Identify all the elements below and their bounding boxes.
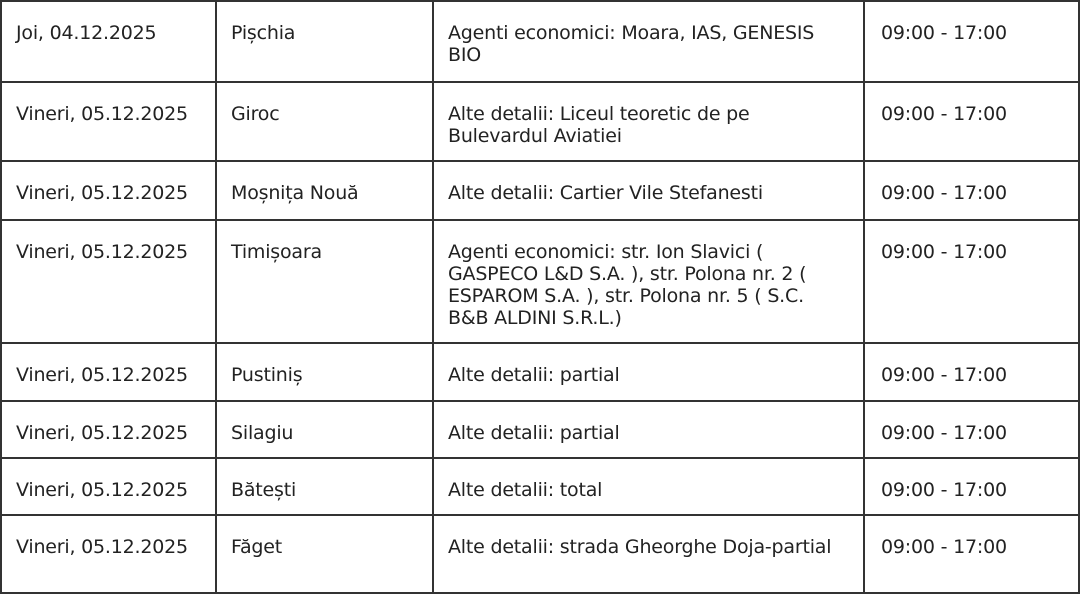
date-cell: Vineri, 05.12.2025 <box>1 82 216 161</box>
date-cell: Joi, 04.12.2025 <box>1 1 216 82</box>
date-cell: Vineri, 05.12.2025 <box>1 343 216 401</box>
hours-cell: 09:00 - 17:00 <box>864 220 1079 343</box>
date-cell: Vineri, 05.12.2025 <box>1 161 216 220</box>
details-cell: Agenti economici: str. Ion Slavici ( GASPECO L&D S.A. ), str. Polona nr. 2 ( ESPAROM S.A. ), str. Polona nr. 5 ( S.C. B&B ALDINI S.R.L.) <box>433 220 864 343</box>
details-cell: Alte detalii: Liceul teoretic de pe Bulevardul Aviatiei <box>433 82 864 161</box>
date-cell: Vineri, 05.12.2025 <box>1 458 216 515</box>
hours-cell: 09:00 - 17:00 <box>864 401 1079 458</box>
table-row <box>1 515 1079 593</box>
locality-cell: Pustiniș <box>216 343 433 401</box>
locality-cell: Moșnița Nouă <box>216 161 433 220</box>
table-row <box>1 82 1079 161</box>
locality-cell: Bătești <box>216 458 433 515</box>
table-row <box>1 458 1079 515</box>
locality-cell: Silagiu <box>216 401 433 458</box>
details-cell: Alte detalii: partial <box>433 401 864 458</box>
table-row <box>1 220 1079 343</box>
locality-cell: Făget <box>216 515 433 593</box>
hours-cell: 09:00 - 17:00 <box>864 1 1079 82</box>
details-cell: Alte detalii: total <box>433 458 864 515</box>
table-row <box>1 1 1079 82</box>
hours-cell: 09:00 - 17:00 <box>864 515 1079 593</box>
table-row <box>1 161 1079 220</box>
hours-cell: 09:00 - 17:00 <box>864 343 1079 401</box>
table-row <box>1 401 1079 458</box>
details-cell: Alte detalii: partial <box>433 343 864 401</box>
details-cell: Alte detalii: strada Gheorghe Doja-partial <box>433 515 864 593</box>
date-cell: Vineri, 05.12.2025 <box>1 401 216 458</box>
hours-cell: 09:00 - 17:00 <box>864 458 1079 515</box>
locality-cell: Giroc <box>216 82 433 161</box>
hours-cell: 09:00 - 17:00 <box>864 82 1079 161</box>
locality-cell: Pișchia <box>216 1 433 82</box>
date-cell: Vineri, 05.12.2025 <box>1 515 216 593</box>
details-cell: Agenti economici: Moara, IAS, GENESIS BIO <box>433 1 864 82</box>
hours-cell: 09:00 - 17:00 <box>864 161 1079 220</box>
details-cell: Alte detalii: Cartier Vile Stefanesti <box>433 161 864 220</box>
date-cell: Vineri, 05.12.2025 <box>1 220 216 343</box>
table-row <box>1 343 1079 401</box>
locality-cell: Timișoara <box>216 220 433 343</box>
